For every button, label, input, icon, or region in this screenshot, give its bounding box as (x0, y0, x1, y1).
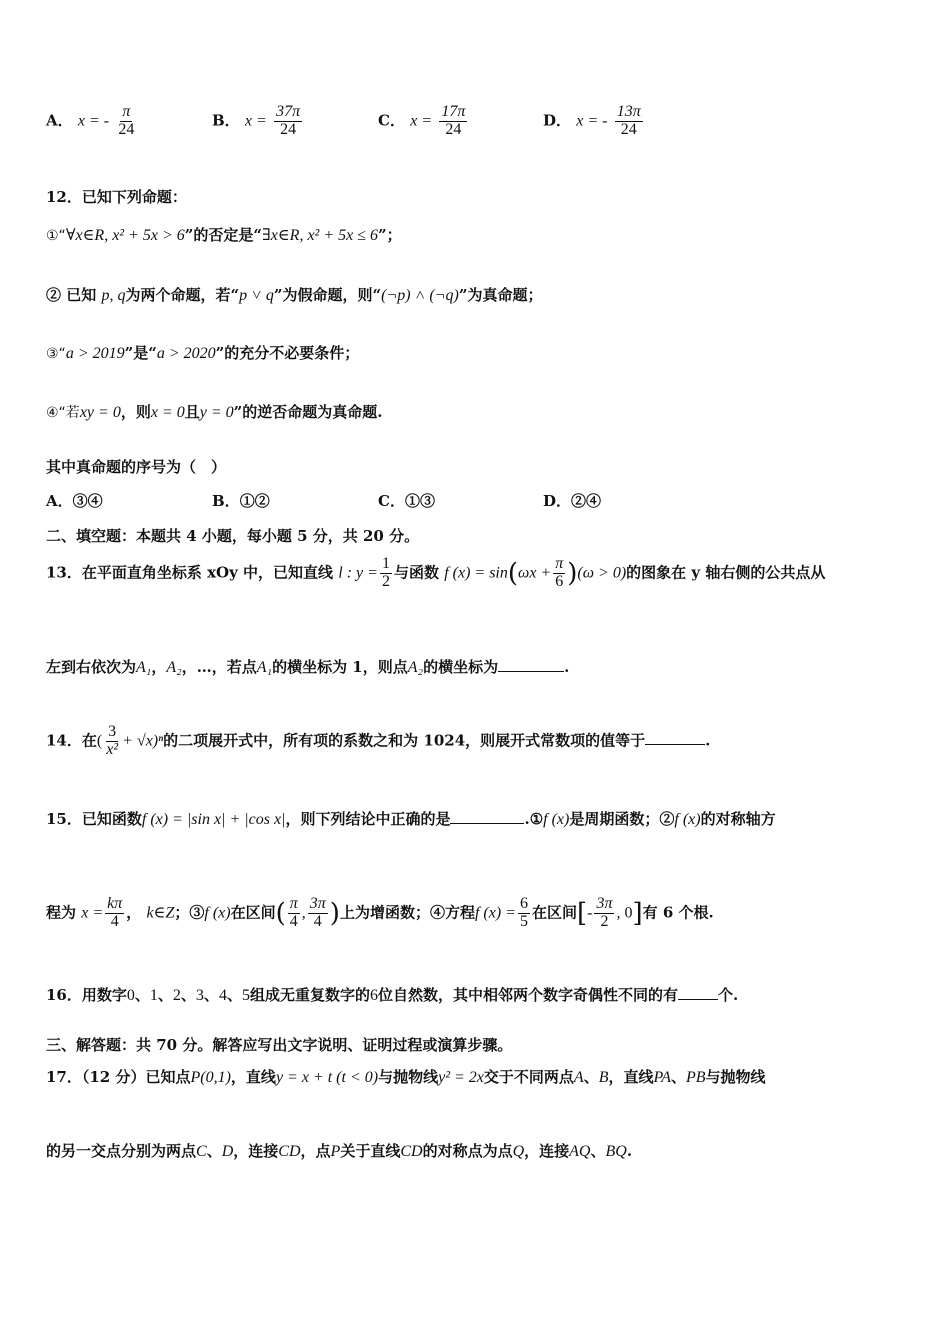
q12-proposition-2: ② 已知 p, q为两个命题，若“p ˅ q”为假命题，则“(¬p) ˄ (¬q)”为真命题； (46, 286, 543, 304)
q11-option-a: A． x = - $\frac{\pi}{24}$ (46, 103, 135, 138)
q16-line: 16．用数字0、1、2、3、4、5组成无重复数字的6位自然数，其中相邻两个数字奇偶性不同的有 个. (46, 986, 739, 1004)
answer-blank[interactable] (645, 744, 705, 745)
q12-title: 12．已知下列命题： (46, 188, 187, 206)
q12-option-b: B．①② (212, 492, 270, 510)
section-heading-fill-in: 二、填空题：本题共 4 小题，每小题 5 分，共 20 分。 (46, 527, 420, 545)
q11-option-c: C． x = $\frac{17\pi}{24}$ (378, 103, 466, 138)
fraction: $\frac{3\pi}{2}$ (596, 895, 613, 930)
answer-blank[interactable] (678, 999, 718, 1000)
fraction: $\frac{k\pi}{4}$ (107, 895, 123, 930)
q17-line-1: 17．（12 分）已知点P(0,1)，直线y = x + t (t < 0)与抛物线y² = 2x交于不同两点A、B，直线PA、PB与抛物线 (46, 1068, 766, 1086)
section-heading-solutions: 三、解答题：共 70 分。解答应写出文字说明、证明过程或演算步骤。 (46, 1036, 513, 1054)
q15-line-2: 程为 x = $\frac{k\pi}{4}$ ， k∈Z；③f (x)在区间( $\frac{\pi}{4}$ , $\frac{3\pi}{4}$ )上为增函数；④方程f (x) = $\frac{6}{5}$ 在区间[- $\frac{3\pi}{2}$ , 0]有 6 个根. (46, 895, 714, 930)
option-letter: C． (378, 111, 405, 130)
q15-line-1: 15．已知函数f (x) = |sin x| + |cos x|，则下列结论中正确的是 .①f (x)是周期函数；②f (x)的对称轴方 (46, 810, 776, 828)
q13-line-2: 左到右依次为A₁，A₂，…，若点A₁的横坐标为 1，则点A₂的横坐标为 . (46, 658, 570, 676)
option-letter: D． (543, 111, 572, 130)
q11-option-b: B． x = $\frac{37\pi}{24}$ (212, 103, 301, 138)
q12-ask: 其中真命题的序号为（ ） (46, 458, 227, 476)
fraction: $\frac{17\pi}{24}$ (441, 103, 466, 138)
fraction: $\frac{3}{\text{x²}}$ (106, 723, 119, 758)
fraction: $\frac{\pi}{24}$ (118, 103, 135, 138)
q12-option-c: C．①③ (378, 492, 435, 510)
fraction: $\frac{\pi}{6}$ (555, 555, 564, 590)
option-letter: A． (46, 111, 73, 130)
fraction: $\frac{3\pi}{4}$ (309, 895, 326, 930)
q12-option-d: D．②④ (543, 492, 602, 510)
q12-proposition-1: ①“∀x∈R, x² + 5x > 6”的否定是“∃x∈R, x² + 5x ≤ 6”； (46, 226, 402, 244)
fraction: $\frac{\pi}{4}$ (289, 895, 298, 930)
fraction: $\frac{13\pi}{24}$ (616, 103, 641, 138)
q11-option-d: D． x = - $\frac{13\pi}{24}$ (543, 103, 641, 138)
q13-line-1: 13．在平面直角坐标系 xOy 中，已知直线 l : y = $\frac{1}{2}$ 与函数 f (x) = sin(ωx + $\frac{\pi}{6}$ )(ω > 0)的图象在 y 轴右侧的公共点从 (46, 555, 826, 590)
answer-blank[interactable] (498, 671, 564, 672)
q12-option-a: A．③④ (46, 492, 103, 510)
q14-line: 14．在( $\frac{3}{\text{x²}}$ + √x)ⁿ的二项展开式中，所有项的系数之和为 1024，则展开式常数项的值等于 . (46, 723, 711, 758)
q12-proposition-3: ③“a > 2019”是“a > 2020”的充分不必要条件； (46, 344, 360, 362)
q12-proposition-4: ④“若xy = 0，则x = 0且y = 0”的逆否命题为真命题. (46, 403, 383, 421)
option-letter: B． (212, 111, 240, 130)
answer-blank[interactable] (450, 823, 524, 824)
fraction: $\frac{1}{2}$ (381, 555, 390, 590)
fraction: $\frac{37\pi}{24}$ (276, 103, 301, 138)
q17-line-2: 的另一交点分别为两点C、D，连接CD，点P关于直线CD的对称点为点Q，连接AQ、BQ. (46, 1142, 633, 1160)
fraction: $\frac{6}{5}$ (519, 895, 528, 930)
